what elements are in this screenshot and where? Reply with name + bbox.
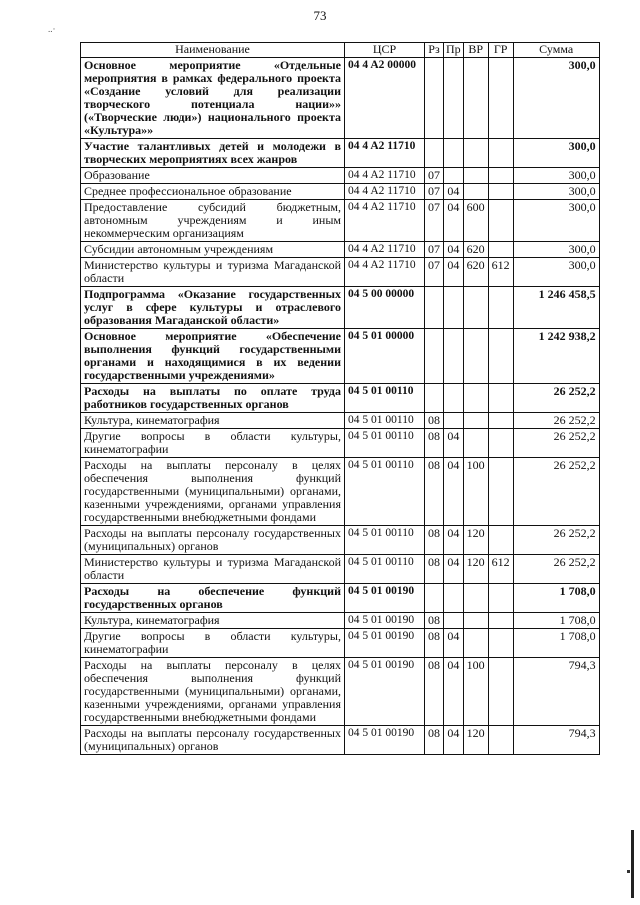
cell-vr bbox=[463, 384, 488, 413]
table-row bbox=[81, 584, 600, 613]
cell-gr bbox=[488, 168, 513, 184]
cell-rz: 08 bbox=[425, 526, 444, 555]
cell-sum: 1 242 938,2 bbox=[513, 329, 599, 384]
cell-vr bbox=[463, 413, 488, 429]
cell-rz bbox=[425, 139, 444, 168]
cell-pr: 04 bbox=[444, 555, 464, 584]
cell-sum: 1 246 458,5 bbox=[513, 287, 599, 329]
cell-rz bbox=[425, 58, 444, 139]
cell-rz bbox=[425, 287, 444, 329]
scan-dot-mark bbox=[627, 870, 630, 873]
cell-pr bbox=[444, 139, 464, 168]
cell-pr bbox=[444, 413, 464, 429]
cell-vr: 100 bbox=[463, 458, 488, 526]
cell-sum: 300,0 bbox=[513, 242, 599, 258]
cell-name: Расходы на выплаты персоналу государственных (муниципальных) органов bbox=[81, 726, 345, 755]
table-row bbox=[81, 184, 600, 200]
cell-pr: 04 bbox=[444, 200, 464, 242]
cell-name: Основное мероприятие «Отдельные мероприятия в рамках федерального проекта «Создание условий для реализации творческого потенциала нации»» («Творческие люди») национального проекта «Культура»» bbox=[81, 58, 345, 139]
cell-gr bbox=[488, 658, 513, 726]
cell-csr: 04 5 01 00110 bbox=[345, 526, 425, 555]
cell-pr: 04 bbox=[444, 242, 464, 258]
cell-gr bbox=[488, 726, 513, 755]
cell-rz: 07 bbox=[425, 242, 444, 258]
cell-rz: 08 bbox=[425, 726, 444, 755]
cell-pr bbox=[444, 584, 464, 613]
table-row bbox=[81, 242, 600, 258]
cell-csr: 04 5 01 00190 bbox=[345, 658, 425, 726]
cell-csr: 04 5 01 00000 bbox=[345, 329, 425, 384]
table-row bbox=[81, 287, 600, 329]
cell-csr: 04 5 01 00190 bbox=[345, 726, 425, 755]
cell-vr bbox=[463, 287, 488, 329]
cell-gr bbox=[488, 458, 513, 526]
cell-pr bbox=[444, 329, 464, 384]
cell-sum: 26 252,2 bbox=[513, 555, 599, 584]
cell-sum: 26 252,2 bbox=[513, 384, 599, 413]
cell-gr bbox=[488, 413, 513, 429]
cell-gr bbox=[488, 613, 513, 629]
cell-name: Расходы на обеспечение функций государственных органов bbox=[81, 584, 345, 613]
cell-csr: 04 4 A2 11710 bbox=[345, 168, 425, 184]
cell-csr: 04 5 01 00110 bbox=[345, 413, 425, 429]
cell-gr bbox=[488, 242, 513, 258]
table-row bbox=[81, 58, 600, 139]
table-row bbox=[81, 555, 600, 584]
cell-csr: 04 5 01 00110 bbox=[345, 429, 425, 458]
cell-pr bbox=[444, 168, 464, 184]
table-row bbox=[81, 139, 600, 168]
cell-rz: 08 bbox=[425, 658, 444, 726]
cell-csr: 04 5 01 00190 bbox=[345, 613, 425, 629]
cell-csr: 04 5 01 00190 bbox=[345, 629, 425, 658]
header-pr: Пр bbox=[444, 43, 464, 58]
cell-gr: 612 bbox=[488, 555, 513, 584]
cell-csr: 04 4 A2 11710 bbox=[345, 258, 425, 287]
cell-pr: 04 bbox=[444, 658, 464, 726]
cell-gr bbox=[488, 287, 513, 329]
cell-sum: 1 708,0 bbox=[513, 629, 599, 658]
cell-gr: 612 bbox=[488, 258, 513, 287]
table-row bbox=[81, 726, 600, 755]
cell-name: Субсидии автономным учреждениям bbox=[81, 242, 345, 258]
table-row bbox=[81, 200, 600, 242]
cell-csr: 04 5 01 00110 bbox=[345, 384, 425, 413]
header-sum: Сумма bbox=[513, 43, 599, 58]
cell-csr: 04 4 A2 11710 bbox=[345, 139, 425, 168]
cell-gr bbox=[488, 329, 513, 384]
cell-pr: 04 bbox=[444, 184, 464, 200]
cell-sum: 300,0 bbox=[513, 200, 599, 242]
cell-gr bbox=[488, 526, 513, 555]
cell-gr bbox=[488, 384, 513, 413]
cell-rz: 07 bbox=[425, 258, 444, 287]
cell-sum: 26 252,2 bbox=[513, 413, 599, 429]
table-body bbox=[81, 58, 600, 755]
cell-pr bbox=[444, 613, 464, 629]
cell-pr: 04 bbox=[444, 726, 464, 755]
cell-rz: 08 bbox=[425, 458, 444, 526]
header-vr: ВР bbox=[463, 43, 488, 58]
cell-pr: 04 bbox=[444, 526, 464, 555]
cell-name: Образование bbox=[81, 168, 345, 184]
cell-name: Другие вопросы в области культуры, кинематографии bbox=[81, 629, 345, 658]
table-row bbox=[81, 526, 600, 555]
cell-pr bbox=[444, 58, 464, 139]
cell-pr: 04 bbox=[444, 629, 464, 658]
cell-pr bbox=[444, 384, 464, 413]
cell-rz: 07 bbox=[425, 200, 444, 242]
cell-vr: 600 bbox=[463, 200, 488, 242]
cell-sum: 300,0 bbox=[513, 258, 599, 287]
table-row bbox=[81, 658, 600, 726]
cell-pr: 04 bbox=[444, 258, 464, 287]
header-csr: ЦСР bbox=[345, 43, 425, 58]
cell-name: Расходы на выплаты персоналу в целях обеспечения выполнения функций государственными (муниципальными) органами, казенными учреждениями, органами управления государственными внебюджетными фондами bbox=[81, 458, 345, 526]
cell-vr bbox=[463, 184, 488, 200]
cell-csr: 04 4 A2 00000 bbox=[345, 58, 425, 139]
cell-sum: 300,0 bbox=[513, 168, 599, 184]
cell-name: Предоставление субсидий бюджетным, автономным учреждениям и иным некоммерческим организациям bbox=[81, 200, 345, 242]
cell-sum: 26 252,2 bbox=[513, 526, 599, 555]
cell-rz bbox=[425, 584, 444, 613]
cell-sum: 26 252,2 bbox=[513, 458, 599, 526]
table-row bbox=[81, 384, 600, 413]
table-header-row bbox=[81, 43, 600, 58]
cell-rz: 07 bbox=[425, 184, 444, 200]
cell-name: Подпрограмма «Оказание государственных услуг в сфере культуры и отраслевого образования Магаданской области» bbox=[81, 287, 345, 329]
cell-name: Расходы на выплаты персоналу в целях обеспечения выполнения функций государственными (муниципальными) органами, казенными учреждениями, органами управления государственными внебюджетными фондами bbox=[81, 658, 345, 726]
cell-rz: 07 bbox=[425, 168, 444, 184]
cell-name: Министерство культуры и туризма Магаданской области bbox=[81, 258, 345, 287]
cell-sum: 1 708,0 bbox=[513, 613, 599, 629]
page-number: 73 bbox=[313, 8, 327, 23]
cell-gr bbox=[488, 629, 513, 658]
cell-name: Министерство культуры и туризма Магаданской области bbox=[81, 555, 345, 584]
cell-vr bbox=[463, 429, 488, 458]
scan-edge-mark bbox=[631, 830, 634, 898]
cell-vr bbox=[463, 139, 488, 168]
cell-pr: 04 bbox=[444, 458, 464, 526]
cell-gr bbox=[488, 184, 513, 200]
cell-sum: 1 708,0 bbox=[513, 584, 599, 613]
table-row bbox=[81, 413, 600, 429]
cell-rz: 08 bbox=[425, 429, 444, 458]
cell-vr: 620 bbox=[463, 258, 488, 287]
cell-gr bbox=[488, 139, 513, 168]
cell-csr: 04 5 01 00110 bbox=[345, 555, 425, 584]
cell-vr bbox=[463, 168, 488, 184]
cell-name: Культура, кинематография bbox=[81, 413, 345, 429]
cell-name: Расходы на выплаты по оплате труда работников государственных органов bbox=[81, 384, 345, 413]
cell-name: Среднее профессиональное образование bbox=[81, 184, 345, 200]
table-row bbox=[81, 613, 600, 629]
cell-rz: 08 bbox=[425, 555, 444, 584]
cell-csr: 04 4 A2 11710 bbox=[345, 184, 425, 200]
table-row bbox=[81, 168, 600, 184]
cell-csr: 04 5 01 00190 bbox=[345, 584, 425, 613]
cell-vr bbox=[463, 329, 488, 384]
cell-rz: 08 bbox=[425, 413, 444, 429]
cell-csr: 04 5 01 00110 bbox=[345, 458, 425, 526]
table-row bbox=[81, 429, 600, 458]
cell-name: Участие талантливых детей и молодежи в творческих мероприятиях всех жанров bbox=[81, 139, 345, 168]
cell-sum: 794,3 bbox=[513, 726, 599, 755]
cell-pr bbox=[444, 287, 464, 329]
cell-rz: 08 bbox=[425, 613, 444, 629]
cell-vr bbox=[463, 629, 488, 658]
cell-csr: 04 4 A2 11710 bbox=[345, 200, 425, 242]
cell-gr bbox=[488, 200, 513, 242]
cell-vr: 120 bbox=[463, 526, 488, 555]
cell-sum: 26 252,2 bbox=[513, 429, 599, 458]
cell-vr bbox=[463, 58, 488, 139]
table-row bbox=[81, 258, 600, 287]
scan-corner-mark: ..· bbox=[48, 24, 56, 34]
header-rz: Рз bbox=[425, 43, 444, 58]
cell-sum: 300,0 bbox=[513, 184, 599, 200]
cell-vr bbox=[463, 584, 488, 613]
cell-sum: 794,3 bbox=[513, 658, 599, 726]
cell-gr bbox=[488, 58, 513, 139]
cell-name: Расходы на выплаты персоналу государственных (муниципальных) органов bbox=[81, 526, 345, 555]
cell-rz: 08 bbox=[425, 629, 444, 658]
budget-table bbox=[80, 42, 600, 755]
cell-sum: 300,0 bbox=[513, 58, 599, 139]
cell-gr bbox=[488, 429, 513, 458]
cell-vr: 120 bbox=[463, 726, 488, 755]
cell-vr: 620 bbox=[463, 242, 488, 258]
header-gr: ГР bbox=[488, 43, 513, 58]
cell-csr: 04 5 00 00000 bbox=[345, 287, 425, 329]
cell-name: Другие вопросы в области культуры, кинематографии bbox=[81, 429, 345, 458]
cell-name: Основное мероприятие «Обеспечение выполнения функций государственными органами и находящимися в их ведении государственными учреждениями» bbox=[81, 329, 345, 384]
cell-csr: 04 4 A2 11710 bbox=[345, 242, 425, 258]
cell-name: Культура, кинематография bbox=[81, 613, 345, 629]
cell-rz bbox=[425, 329, 444, 384]
cell-pr: 04 bbox=[444, 429, 464, 458]
cell-vr: 100 bbox=[463, 658, 488, 726]
header-name: Наименование bbox=[81, 43, 345, 58]
cell-vr: 120 bbox=[463, 555, 488, 584]
cell-gr bbox=[488, 584, 513, 613]
table-row bbox=[81, 329, 600, 384]
cell-vr bbox=[463, 613, 488, 629]
cell-rz bbox=[425, 384, 444, 413]
cell-sum: 300,0 bbox=[513, 139, 599, 168]
table-row bbox=[81, 458, 600, 526]
table-row bbox=[81, 629, 600, 658]
